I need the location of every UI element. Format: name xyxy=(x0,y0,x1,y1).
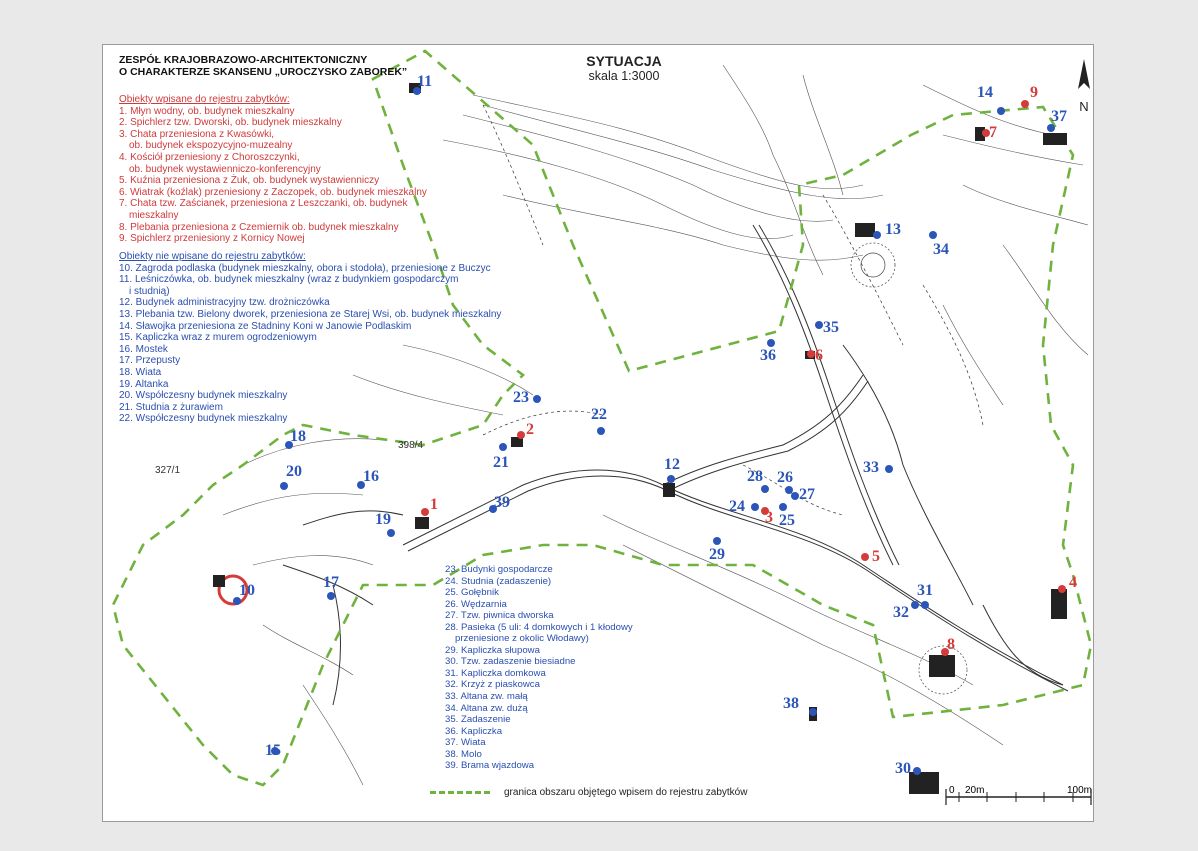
marker-dot xyxy=(779,503,787,511)
marker-label[interactable]: 11 xyxy=(417,73,433,90)
marker-label[interactable]: 3 xyxy=(765,509,773,526)
legend-item: 36. Kapliczka xyxy=(445,725,503,737)
marker-label[interactable]: 6 xyxy=(815,347,823,364)
marker-label[interactable]: 9 xyxy=(1030,84,1038,101)
marker-label[interactable]: 18 xyxy=(290,428,306,445)
scale-mid: 20m xyxy=(965,785,985,796)
building-icon xyxy=(213,575,225,587)
marker-dot xyxy=(929,231,937,239)
legend-item: przeniesione z okolic Włodawy) xyxy=(455,633,589,645)
legend-item: 24. Studnia (zadaszenie) xyxy=(445,575,552,587)
marker-label[interactable]: 28 xyxy=(747,468,763,485)
marker-label[interactable]: 22 xyxy=(591,406,607,423)
parcel-label: 398/4 xyxy=(398,440,424,451)
header-line-2: O CHARAKTERZE SKANSENU „UROCZYSKO ZABOREK” xyxy=(119,65,408,78)
legend-item: 12. Budynek administracyjny tzw. drożniczówka xyxy=(119,297,330,309)
marker-label[interactable]: 39 xyxy=(494,494,510,511)
boundary-legend xyxy=(430,787,747,798)
legend-registered-header: Obiekty wpisane do rejestru zabytków: xyxy=(119,94,290,105)
marker-dot xyxy=(761,485,769,493)
legend-item: 6. Wiatrak (koźlak) przeniesiony z Zaczopek, ob. budynek mieszkalny xyxy=(119,186,427,198)
map-sheet xyxy=(102,44,1094,822)
legend-item: 37. Wiata xyxy=(445,737,486,749)
marker-label[interactable]: 38 xyxy=(783,695,799,712)
marker-dot xyxy=(791,492,799,500)
marker-dot xyxy=(667,475,675,483)
legend-item: 8. Plebania przeniesiona z Czemiernik ob. budynek mieszkalny xyxy=(119,221,399,233)
marker-dot xyxy=(913,767,921,775)
marker-label[interactable]: 12 xyxy=(664,456,680,473)
legend-unregistered-continued xyxy=(445,564,633,772)
marker-dot xyxy=(421,508,429,516)
marker-dot xyxy=(997,107,1005,115)
marker-label[interactable]: 33 xyxy=(863,459,879,476)
marker-dot xyxy=(885,465,893,473)
legend-item: mieszkalny xyxy=(129,209,179,221)
map-scale-text: skala 1:3000 xyxy=(588,69,660,83)
boundary-dash-icon xyxy=(430,791,490,794)
marker-dot xyxy=(861,553,869,561)
legend-item: 23. Budynki gospodarcze xyxy=(445,564,553,575)
marker-dot xyxy=(517,431,525,439)
marker-label[interactable]: 32 xyxy=(893,604,909,621)
marker-label[interactable]: 15 xyxy=(265,742,281,759)
marker-dot xyxy=(713,537,721,545)
marker-label[interactable]: 23 xyxy=(513,389,529,406)
marker-label[interactable]: 30 xyxy=(895,760,911,777)
marker-label[interactable]: 1 xyxy=(430,496,438,513)
marker-dot xyxy=(280,482,288,490)
marker-label[interactable]: 19 xyxy=(375,511,391,528)
marker-label[interactable]: 14 xyxy=(977,84,993,101)
marker-dot xyxy=(911,601,919,609)
legend-item: 15. Kapliczka wraz z murem ogrodzeniowym xyxy=(119,332,317,344)
marker-label[interactable]: 20 xyxy=(286,463,302,480)
legend-item: 35. Zadaszenie xyxy=(445,714,511,726)
legend-item: 32. Krzyż z piaskowca xyxy=(445,679,540,691)
legend-item: 27. Tzw. piwnica dworska xyxy=(445,610,554,622)
legend-item: 1. Młyn wodny, ob. budynek mieszkalny xyxy=(119,105,295,117)
legend-item: 20. Współczesny budynek mieszkalny xyxy=(119,390,288,402)
header-line-1: ZESPÓŁ KRAJOBRAZOWO-ARCHITEKTONICZNY xyxy=(119,54,368,66)
legend-item: ob. budynek wystawienniczo-konferencyjny xyxy=(129,163,321,175)
marker-label[interactable]: 25 xyxy=(779,512,795,529)
legend-item: 14. Sławojka przeniesiona ze Stadniny Koni w Janowie Podlaskim xyxy=(119,320,412,332)
marker-label[interactable]: 31 xyxy=(917,582,933,599)
parcel-label: 327/1 xyxy=(155,465,181,476)
legend-item: 25. Gołębnik xyxy=(445,587,499,599)
legend-item: 38. Molo xyxy=(445,748,482,760)
marker-dot xyxy=(1021,100,1029,108)
legend-item: 18. Wiata xyxy=(119,366,162,378)
marker-label[interactable]: 4 xyxy=(1069,574,1077,591)
building-icon xyxy=(855,223,875,237)
marker-label[interactable]: 21 xyxy=(493,454,509,471)
legend-item: 30. Tzw. zadaszenie biesiadne xyxy=(445,656,576,668)
legend-item: 2. Spichlerz tzw. Dworski, ob. budynek mieszkalny xyxy=(119,117,342,129)
marker-label[interactable]: 29 xyxy=(709,546,725,563)
map-header xyxy=(119,55,407,78)
legend-item: 29. Kapliczka słupowa xyxy=(445,644,540,656)
marker-label[interactable]: 10 xyxy=(239,582,255,599)
legend-item: 34. Altana zw. dużą xyxy=(445,702,528,714)
map-title: SYTUACJA xyxy=(586,53,662,69)
north-arrow-icon xyxy=(1076,59,1092,115)
legend-item: 19. Altanka xyxy=(119,378,169,390)
marker-label[interactable]: 35 xyxy=(823,319,839,336)
marker-dot xyxy=(767,339,775,347)
marker-dot xyxy=(387,529,395,537)
marker-label[interactable]: 27 xyxy=(799,486,815,503)
marker-label[interactable]: 5 xyxy=(872,548,880,565)
legend-item: 11. Leśniczówka, ob. budynek mieszkalny (wraz z budynkiem gospodarczym xyxy=(119,274,459,286)
legend-item: 3. Chata przeniesiona z Kwasówki, xyxy=(119,128,275,140)
boundary-legend-label: granica obszaru objętego wpisem do rejestru zabytków xyxy=(504,787,748,798)
building-icon xyxy=(909,772,939,794)
marker-dot xyxy=(921,601,929,609)
building-icon xyxy=(663,483,675,497)
marker-label[interactable]: 16 xyxy=(363,468,379,485)
scale-end: 100m xyxy=(1067,785,1093,796)
legend-item: 9. Spichlerz przeniesiony z Kornicy Nowej xyxy=(119,233,305,245)
marker-label[interactable]: 34 xyxy=(933,241,949,258)
legend-item: 31. Kapliczka domkowa xyxy=(445,667,546,679)
marker-label[interactable]: 17 xyxy=(323,574,339,591)
legend-item: 13. Plebania tzw. Bielony dworek, przeniesiona ze Starej Wsi, ob. budynek mieszkalny xyxy=(119,308,502,320)
marker-label[interactable]: 2 xyxy=(526,421,534,438)
marker-dot xyxy=(327,592,335,600)
marker-label[interactable]: 24 xyxy=(729,498,745,515)
marker-dot xyxy=(533,395,541,403)
legend-item: 28. Pasieka (5 uli: 4 domkowych i 1 kłodowy xyxy=(445,621,633,633)
legend-unregistered-header: Obiekty nie wpisane do rejestru zabytków: xyxy=(119,251,306,262)
marker-dot xyxy=(807,350,815,358)
marker-dot xyxy=(751,503,759,511)
scale-zero: 0 xyxy=(949,785,955,796)
building-icon xyxy=(929,655,955,677)
marker-label[interactable]: 37 xyxy=(1051,108,1067,125)
marker-dot xyxy=(499,443,507,451)
legend-item: 10. Zagroda podlaska (budynek mieszkalny, obora i stodoła), przeniesione z Buczyc xyxy=(119,262,491,274)
marker-dot xyxy=(1047,124,1055,132)
marker-dot xyxy=(1058,585,1066,593)
building-icon xyxy=(415,517,429,529)
legend-item: 39. Brama wjazdowa xyxy=(445,760,535,772)
marker-label[interactable]: 36 xyxy=(760,347,776,364)
legend-item: 33. Altana zw. małą xyxy=(445,691,528,703)
legend-item: 26. Wędzarnia xyxy=(445,598,507,610)
marker-label[interactable]: 7 xyxy=(989,124,997,141)
legend-item: 17. Przepusty xyxy=(119,355,181,367)
marker-dot xyxy=(597,427,605,435)
building-icon xyxy=(1051,589,1067,619)
map-title-block xyxy=(569,53,679,83)
legend-registered xyxy=(119,94,427,245)
legend-unregistered xyxy=(119,251,501,425)
marker-dot xyxy=(815,321,823,329)
legend-item: 4. Kościół przeniesiony z Choroszczynki, xyxy=(119,151,300,163)
legend-item: 22. Współczesny budynek mieszkalny xyxy=(119,413,288,425)
building-icon xyxy=(1043,133,1067,145)
marker-label[interactable]: 8 xyxy=(947,636,955,653)
legend-item: 7. Chata tzw. Zaścianek, przeniesiona z Leszczanki, ob. budynek xyxy=(119,198,408,210)
marker-dot xyxy=(873,231,881,239)
legend-item: i studnią) xyxy=(129,285,170,297)
north-label: N xyxy=(1079,99,1089,114)
legend-item: 5. Kuźnia przeniesiona z Żuk, ob. budynek wystawienniczy xyxy=(119,175,380,187)
legend-item: ob. budynek ekspozycyjno-muzealny xyxy=(129,140,293,152)
marker-label[interactable]: 13 xyxy=(885,221,901,238)
marker-dot xyxy=(809,708,817,716)
legend-item: 16. Mostek xyxy=(119,343,168,355)
marker-label[interactable]: 26 xyxy=(777,469,793,486)
legend-item: 21. Studnia z żurawiem xyxy=(119,401,223,413)
